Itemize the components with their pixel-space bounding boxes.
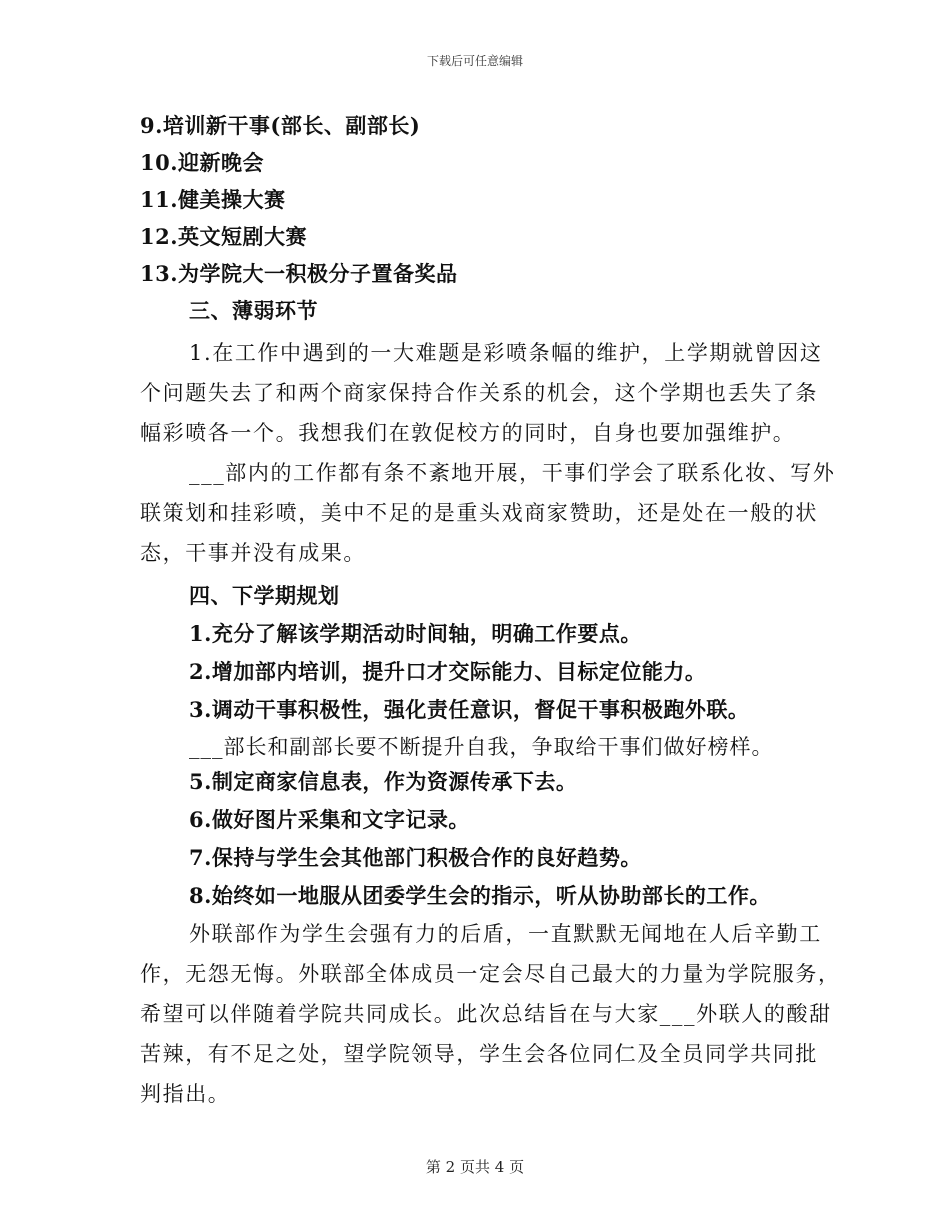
list-item: 9.培训新干事(部长、副部长) bbox=[140, 113, 421, 138]
list-item: 3.调动干事积极性，强化责任意识，督促干事积极跑外联。 bbox=[189, 697, 750, 722]
list-item: 5.制定商家信息表，作为资源传承下去。 bbox=[189, 769, 578, 794]
list-item: 13.为学院大一积极分子置备奖品 bbox=[140, 261, 458, 286]
section-heading: 三、薄弱环节 bbox=[189, 298, 318, 323]
list-item: 2.增加部内培训，提升口才交际能力、目标定位能力。 bbox=[189, 659, 707, 684]
page-header: 下载后可任意编辑 bbox=[426, 54, 523, 68]
paragraph-line: 外联部作为学生会强有力的后盾，一直默默无闻地在人后辛勤工 bbox=[189, 922, 822, 946]
section-heading: 四、下学期规划 bbox=[189, 583, 340, 608]
page-footer: 第 2 页共 4 页 bbox=[425, 1158, 525, 1176]
list-item: 12.英文短剧大赛 bbox=[140, 224, 308, 249]
paragraph-line: 态，干事并没有成果。 bbox=[140, 541, 366, 565]
list-item: 1.充分了解该学期活动时间轴，明确工作要点。 bbox=[189, 621, 642, 646]
paragraph-line: 作，无怨无悔。外联部全体成员一定会尽自己最大的力量为学院服务， bbox=[140, 962, 841, 986]
list-item: 7.保持与学生会其他部门积极合作的良好趋势。 bbox=[189, 845, 642, 870]
paragraph-line: 判指出。 bbox=[140, 1082, 231, 1106]
list-item: 8.始终如一地服从团委学生会的指示，听从协助部长的工作。 bbox=[189, 883, 771, 908]
paragraph-line: 希望可以伴随着学院共同成长。此次总结旨在与大家___外联人的酸甜 bbox=[140, 1002, 832, 1026]
paragraph-line: 联策划和挂彩喷，美中不足的是重头戏商家赞助，还是处在一般的状 bbox=[140, 501, 818, 525]
list-item: 10.迎新晚会 bbox=[140, 150, 265, 175]
paragraph-line: 苦辣，有不足之处，望学院领导，学生会各位同仁及全员同学共同批 bbox=[140, 1042, 818, 1066]
list-item: 6.做好图片采集和文字记录。 bbox=[189, 807, 470, 832]
list-item: 11.健美操大赛 bbox=[140, 187, 286, 212]
paragraph-line: 1.在工作中遇到的一大难题是彩喷条幅的维护，上学期就曾因这 bbox=[189, 341, 823, 365]
paragraph-line: ___部内的工作都有条不紊地开展，干事们学会了联系化妆、写外 bbox=[189, 461, 836, 485]
paragraph-line: 幅彩喷各一个。我想我们在敦促校方的同时，自身也要加强维护。 bbox=[140, 421, 796, 445]
paragraph-line: 个问题失去了和两个商家保持合作关系的机会，这个学期也丢失了条 bbox=[140, 381, 818, 405]
list-item: ___部长和副部长要不断提升自我，争取给干事们做好榜样。 bbox=[189, 735, 774, 759]
